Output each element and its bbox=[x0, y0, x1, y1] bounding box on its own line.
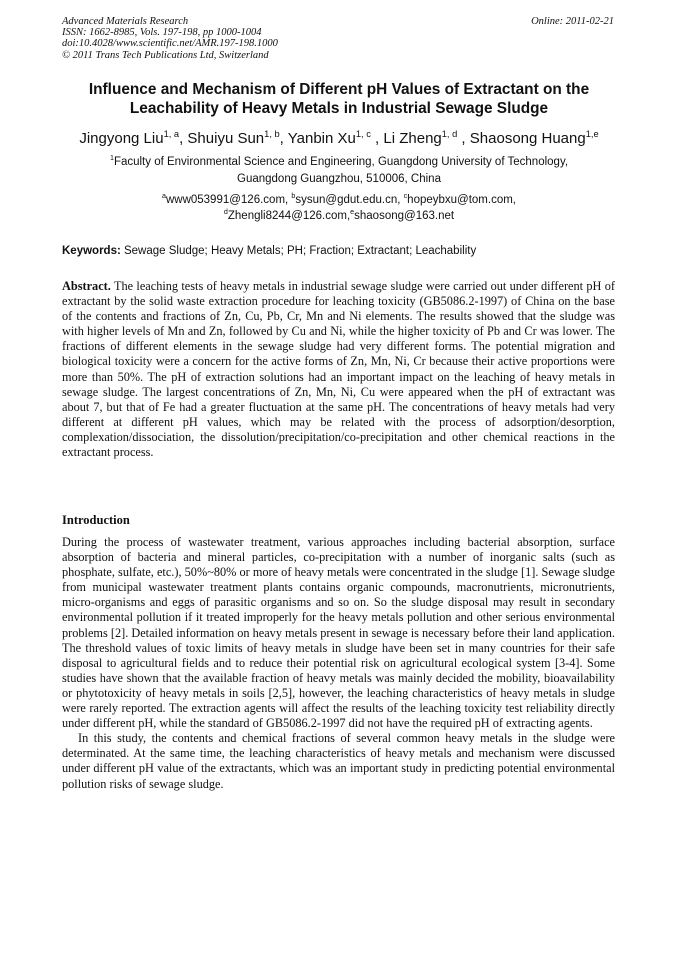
author-list bbox=[40, 129, 638, 149]
doi-line: doi:10.4028/www.scientific.net/AMR.197-198.1000 bbox=[62, 38, 278, 50]
journal-name: Advanced Materials Research bbox=[62, 16, 189, 27]
copyright-line: © 2011 Trans Tech Publications Ltd, Switzerland bbox=[62, 49, 269, 61]
introduction-paragraph-1: During the process of wastewater treatment, various approaches including bacterial absorption, surface absorption of bacteria and mineral particles, co-precipitation with a number of inorganic salts (such as phosphate, sulfate, etc.), 50%~80% or more of heavy metals were concentrated in the sludge [1]. Sewage sludge from municipal wastewater treatment plants contains organic compounds, macronutrients, micronutrients, micro-organisms and eggs of parasitic organisms and so on. So the sludge disposal may result in secondary environmental pollution if it treated improperly for the heavy metals pollution and other serious environmental problems [2]. Detailed information on heavy metals present in sewage is necessary before their land application. The threshold values of toxic limits of heavy metals in sludge have been set in many countries for their safe disposal to agricultural fields and to reduce their potential risk on agricultural ecological system [3-4]. Some studies have shown that the available fraction of heavy metals was mainly decided the mobility, bioavailability or phytotoxicity of heavy metals in soils [2,5], however, the leaching characteristics of heavy metals in sludge were rarely reported. The extraction agents will affect the results of the leaching toxicity test reliability directly under different pH, while the standard of GB5086.2-1997 did not have the required pH of extracting agents. bbox=[62, 535, 615, 731]
introduction-body bbox=[62, 535, 615, 792]
online-date: Online: 2011-02-21 bbox=[531, 16, 614, 27]
email-link[interactable]: sysun@gdut.edu.cn, bbox=[295, 194, 404, 206]
section-heading-introduction: Introduction bbox=[62, 513, 130, 527]
affiliation-line-2: Guangdong Guangzhou, 510006, China bbox=[237, 173, 441, 185]
author-name: Shuiyu Sun bbox=[187, 130, 265, 147]
affiliation-mark: 1 bbox=[109, 154, 114, 163]
author-name: Li Zheng bbox=[383, 130, 442, 147]
email-link[interactable]: shaosong@163.net bbox=[354, 210, 455, 222]
journal-header bbox=[62, 16, 278, 61]
email-mark: b bbox=[291, 192, 296, 201]
email-line-1 bbox=[60, 192, 618, 208]
email-link[interactable]: www053991@126.com, bbox=[165, 194, 292, 206]
abstract bbox=[62, 279, 615, 460]
author-affil-mark: 1,e bbox=[585, 129, 599, 139]
author-affil-mark: 1, b bbox=[264, 129, 280, 139]
author-separator: , bbox=[279, 130, 288, 147]
affiliation bbox=[60, 154, 618, 188]
abstract-label: Abstract. bbox=[62, 279, 111, 293]
email-link[interactable]: hopeybxu@tom.com, bbox=[407, 194, 517, 206]
email-mark: e bbox=[350, 208, 355, 217]
author-name: Yanbin Xu bbox=[287, 130, 356, 147]
email-mark: d bbox=[223, 208, 228, 217]
email-mark: c bbox=[403, 192, 408, 201]
author-affil-mark: 1, d bbox=[441, 129, 458, 139]
paper-title: Influence and Mechanism of Different pH Values of Extractant on the Leachability of Heavy Metals in Industrial Sewage Sludge bbox=[88, 81, 590, 117]
author-affil-mark: 1, c bbox=[355, 129, 371, 139]
email-list bbox=[60, 192, 618, 224]
author-name: Shaosong Huang bbox=[469, 130, 586, 147]
abstract-text: The leaching tests of heavy metals in industrial sewage sludge were carried out under different pH of extractant by the solid waste extraction procedure for leaching toxicity (GB5086.2-1997) of China on the base of the contents and fractions of Zn, Cu, Pb, Cr, Mn and Ni elements. The results showed that the sludge was with higher levels of Mn and Zn, followed by Cu and Ni, while the higher toxicity of Pb and Cr was lower. The fractions of different elements in the sewage sludge had very different forms. The potential migration and biological toxicity were a concern for the active forms of Zn, Mn, Ni, Cr because their active proportions were more than 50%. The pH of extraction solutions had an important impact on the leaching of heavy metals in sewage sludge. The largest concentrations of Zn, Mn, Ni, Cu were appeared when the pH of extractant was about 7, but that of Fe had a greater fluctuation at the same pH. The concentrations of heavy metals had very different at different pH values, which may be related with the process of adsorption/desorption, complexation/dissociation, the dissolution/precipitation/co-precipitation and other chemical reactions in the extractant process. bbox=[62, 279, 615, 460]
email-link[interactable]: Zhengli8244@126.com, bbox=[227, 210, 351, 222]
keywords-text: Sewage Sludge; Heavy Metals; PH; Fraction; Extractant; Leachability bbox=[120, 245, 477, 257]
keywords-label: Keywords: bbox=[62, 245, 121, 257]
issn-line: ISSN: 1662-8985, Vols. 197-198, pp 1000-1004 bbox=[62, 27, 262, 39]
author-separator: , bbox=[179, 130, 188, 147]
author-separator: , bbox=[457, 130, 470, 147]
author-separator: , bbox=[370, 130, 384, 147]
author-affil-mark: 1, a bbox=[163, 129, 180, 139]
author-name: Jingyong Liu bbox=[79, 130, 164, 147]
email-line-2 bbox=[60, 208, 618, 224]
introduction-paragraph-2: In this study, the contents and chemical fractions of several common heavy metals in the sludge were determinated. At the same time, the leaching characteristics of heavy metals and mechanism were discussed under different pH value of the extractants, which was an important study in predicting potential environmental pollution risks of sewage sludge. bbox=[62, 731, 615, 791]
keywords bbox=[62, 244, 618, 259]
affiliation-line-1 bbox=[60, 154, 618, 171]
affiliation-text: Faculty of Environmental Science and Engineering, Guangdong University of Technology, bbox=[113, 156, 569, 168]
email-mark: a bbox=[161, 192, 166, 201]
